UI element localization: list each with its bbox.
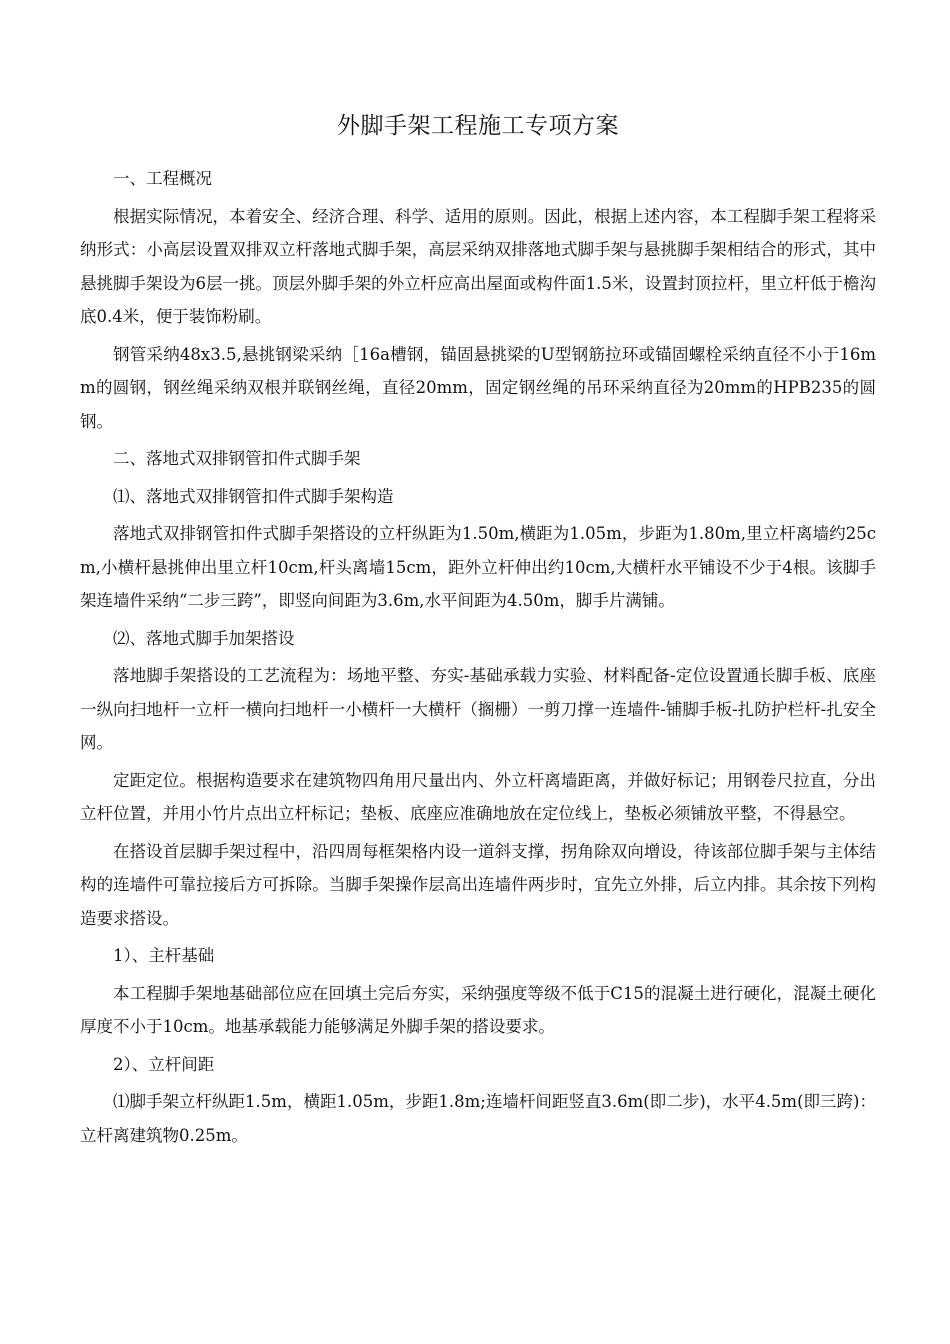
paragraph: 落地脚手架搭设的工艺流程为：场地平整、夯实-基础承载力实验、材料配备-定位设置通长脚手板、底座一纵向扫地杆一立杆一横向扫地杆一小横杆一大横杆（搁栅）一剪刀撑一连墙件-铺脚手板-扎防护栏杆-扎安全网。 (80, 666, 876, 752)
subsection-heading: ⑵、落地式脚手加架搭设 (113, 628, 295, 648)
section-heading: 二、落地式双排钢管扣件式脚手架 (113, 449, 361, 468)
paragraph: 落地式双排钢管扣件式脚手架搭设的立杆纵距为1.50m,横距为1.05m，步距为1.80m,里立杆离墙约25cm,小横杆悬挑伸出里立杆10cm,杆头离墙15cm，距外立杆伸出约10cm,大横杆水平铺设不少于4根。该脚手架连墙件采纳“二步三跨”，即竖向间距为3.6m,水平间距为4.50m，脚手片满铺。 (80, 524, 876, 610)
paragraph: 本工程脚手架地基础部位应在回填土完后夯实，采纳强度等级不低于C15的混凝土进行硬化，混凝土硬化厚度不小于10cm。地基承载能力能够满足外脚手架的搭设要求。 (80, 983, 876, 1036)
item-heading: 2）、立杆间距 (113, 1054, 215, 1074)
subsection-heading: ⑴、落地式双排钢管扣件式脚手架构造 (113, 486, 394, 506)
paragraph: ⑴脚手架立杆纵距1.5m，横距1.05m，步距1.8m;连墙杆间距竖直3.6m(即二步)，水平4.5m(即三跨)：立杆离建筑物0.25m。 (80, 1092, 876, 1145)
item-heading: 1）、主杆基础 (113, 946, 215, 965)
document-page (80, 0, 876, 1344)
section-heading: 一、工程概况 (113, 169, 212, 188)
paragraph: 钢管采纳48x3.5,悬挑钢梁采纳［16a槽钢，锚固悬挑梁的U型钢筋拉环或锚固螺栓采纳直径不小于16mm的圆钢，钢丝绳采纳双根并联钢丝绳，直径20mm，固定钢丝绳的吊环采纳直径为20mm的HPB235的圆钢。 (80, 344, 876, 431)
document-body (80, 162, 876, 1152)
paragraph: 定距定位。根据构造要求在建筑物四角用尺量出内、外立杆离墙距离，并做好标记；用钢卷尺拉直，分出立杆位置，并用小竹片点出立杆标记；垫板、底座应准确地放在定位线上，垫板必须铺放平整，不得悬空。 (80, 770, 876, 823)
paragraph: 在搭设首层脚手架过程中，沿四周每框架格内设一道斜支撑，拐角除双向增设，待该部位脚手架与主体结构的连墙件可靠拉接后方可拆除。当脚手架操作层高出连墙件两步时，宜先立外排，后立内排。其余按下列构造要求搭设。 (80, 841, 876, 928)
document-title: 外脚手架工程施工专项方案 (337, 113, 619, 139)
paragraph: 根据实际情况，本着安全、经济合理、科学、适用的原则。因此，根据上述内容，本工程脚手架工程将采纳形式：小高层设置双排双立杆落地式脚手架，高层采纳双排落地式脚手架与悬挑脚手架相结合的形式，其中悬挑脚手架设为6层一挑。顶层外脚手架的外立杆应高出屋面或构件面1.5米，设置封顶拉杆，里立杆低于檐沟底0.4米，便于装饰粉刷。 (80, 206, 876, 326)
